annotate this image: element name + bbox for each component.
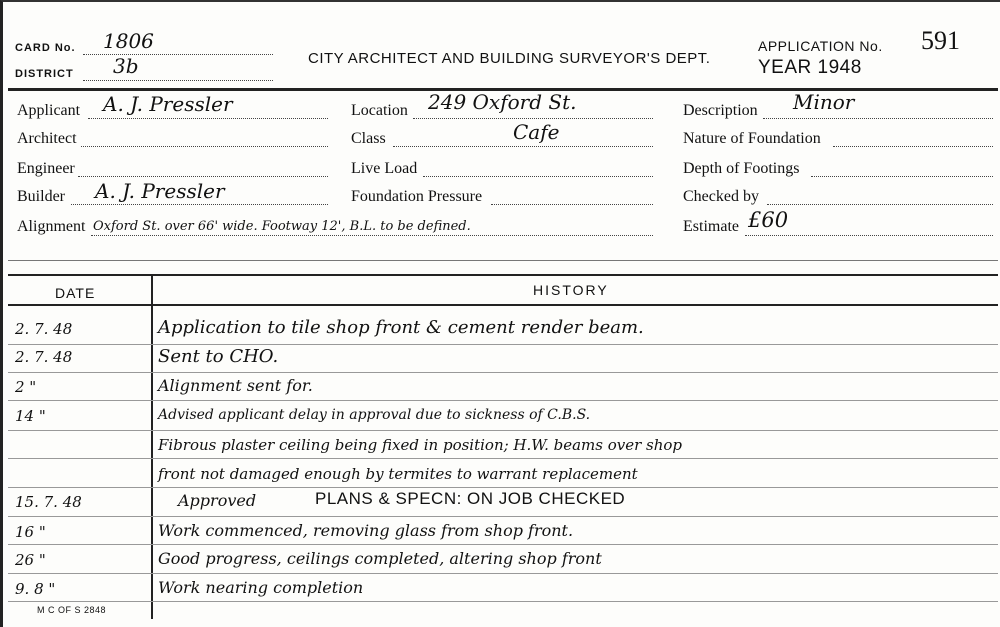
architect-label: Architect bbox=[17, 130, 77, 147]
history-row-date: 14 " bbox=[15, 407, 46, 425]
applicant-value: A. J. Pressler bbox=[103, 92, 233, 116]
depth-of-footings-label: Depth of Footings bbox=[683, 160, 800, 177]
alignment-label: Alignment bbox=[17, 218, 86, 235]
class-value: Cafe bbox=[513, 120, 560, 144]
history-row-date: 16 " bbox=[15, 523, 46, 541]
checked-by-label: Checked by bbox=[683, 188, 759, 205]
class-label: Class bbox=[351, 130, 386, 147]
district-value: 3b bbox=[113, 54, 139, 78]
application-no-value: 591 bbox=[921, 26, 960, 55]
history-row-text: Alignment sent for. bbox=[158, 376, 313, 395]
table-column-divider bbox=[151, 274, 153, 619]
year: YEAR 1948 bbox=[758, 57, 862, 78]
card-no-value: 1806 bbox=[103, 29, 154, 53]
card-no-label: CARD No. bbox=[15, 42, 76, 54]
description-value: Minor bbox=[793, 90, 855, 114]
history-row-date: 2. 7. 48 bbox=[15, 320, 73, 338]
approval-stamp: PLANS & SPECN: ON JOB CHECKED bbox=[315, 489, 626, 508]
nature-of-foundation-label: Nature of Foundation bbox=[683, 130, 821, 147]
builder-label: Builder bbox=[17, 188, 65, 205]
history-row-date: 9. 8 " bbox=[15, 580, 56, 598]
history-row-date: 15. 7. 48 bbox=[15, 493, 82, 511]
table-top-rule bbox=[8, 274, 998, 276]
history-row-text: Fibrous plaster ceiling being fixed in position; H.W. beams over shop bbox=[158, 436, 683, 454]
history-row-text: Good progress, ceilings completed, altering shop front bbox=[158, 549, 602, 568]
estimate-value: £60 bbox=[748, 208, 789, 232]
alignment-value: Oxford St. over 66' wide. Footway 12', B.L. to be defined. bbox=[93, 219, 471, 234]
table-header-rule bbox=[8, 304, 998, 306]
form-code: M C OF S 2848 bbox=[37, 605, 107, 615]
description-label: Description bbox=[683, 102, 758, 119]
location-value: 249 Oxford St. bbox=[428, 90, 577, 114]
estimate-label: Estimate bbox=[683, 218, 739, 235]
history-row-text: Advised applicant delay in approval due to sickness of C.B.S. bbox=[158, 407, 591, 423]
engineer-label: Engineer bbox=[17, 160, 75, 177]
location-label: Location bbox=[351, 102, 408, 119]
history-row-text: Application to tile shop front & cement render beam. bbox=[158, 317, 644, 338]
history-row-date: 2. 7. 48 bbox=[15, 348, 73, 366]
dept-title: CITY ARCHITECT AND BUILDING SURVEYOR'S DEPT. bbox=[308, 50, 711, 67]
history-header: HISTORY bbox=[533, 282, 609, 298]
foundation-pressure-label: Foundation Pressure bbox=[351, 188, 483, 205]
live-load-label: Live Load bbox=[351, 160, 418, 177]
history-row-date: 2 " bbox=[15, 378, 37, 396]
builder-value: A. J. Pressler bbox=[95, 179, 225, 203]
history-row-text: Sent to CHO. bbox=[158, 346, 279, 367]
fields-rule bbox=[8, 260, 998, 261]
applicant-label: Applicant bbox=[17, 102, 81, 119]
history-row-text: Approved bbox=[178, 491, 257, 510]
history-row-text: front not damaged enough by termites to warrant replacement bbox=[158, 465, 638, 483]
district-label: DISTRICT bbox=[15, 68, 74, 80]
history-row-text: Work commenced, removing glass from shop front. bbox=[158, 521, 574, 540]
history-row-text: Work nearing completion bbox=[158, 578, 364, 597]
history-row-date: 26 " bbox=[15, 551, 46, 569]
application-no-label: APPLICATION No. bbox=[758, 38, 883, 54]
date-header: DATE bbox=[55, 285, 96, 301]
